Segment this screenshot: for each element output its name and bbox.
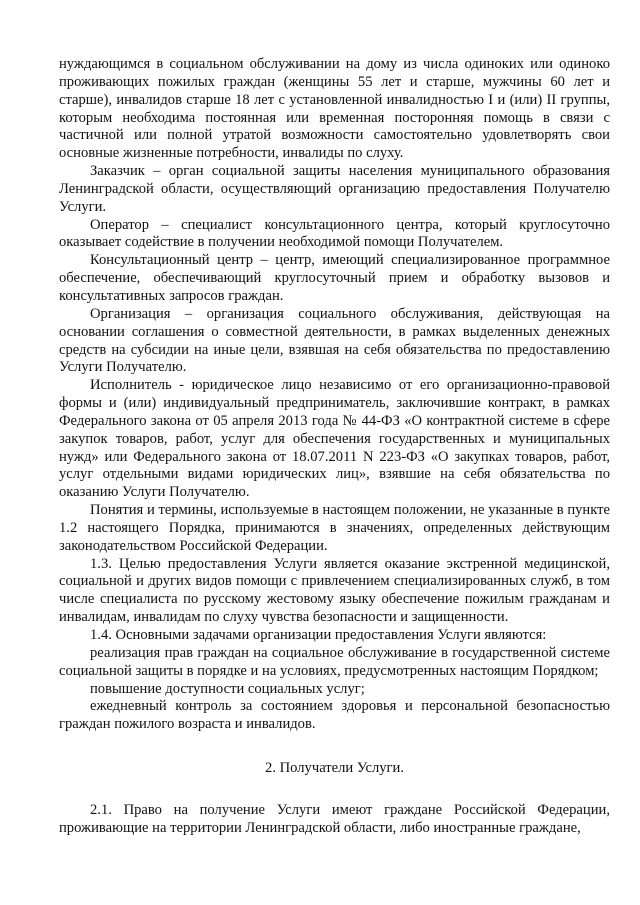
- definition-consulting-center: Консультационный центр – центр, имеющий специализированное программное обеспечение, обеспечивающий круглосуточный прием и обработку вызовов и консультативных запросов граждан.: [59, 252, 610, 304]
- paragraph-continuation: нуждающимся в социальном обслуживании на дому из числа одиноких или одиноко проживающих пожилых граждан (женщины 55 лет и старше, мужчины 60 лет и старше), инвалидов старше 18 лет с установленной инвалидностью I и (или) II группы, которым необходима постоянная или временная посторонняя помощь в связи с частичной или полной утратой возможности самостоятельно удовлетворять свои основные жизненные потребности, инвалиды по слуху.: [59, 56, 610, 162]
- section-heading: 2. Получатели Услуги.: [265, 760, 404, 777]
- definition-organization: Организация – организация социального обслуживания, действующая на основании соглашения о совместной деятельности, в рамках выделенных денежных средств на субсидии на иные цели, взявшая на себя обязательства по предоставлению Услуги Получателю.: [59, 305, 610, 376]
- task-item: ежедневный контроль за состоянием здоровья и персональной безопасностью граждан пожилого возраста и инвалидов.: [59, 698, 610, 733]
- terms-note: Понятия и термины, используемые в настоящем положении, не указанные в пункте 1.2 настоящего Порядка, принимаются в значениях, определенных действующим законодательством Российской Федерации.: [59, 502, 610, 554]
- clause-1-4: 1.4. Основными задачами организации предоставления Услуги являются:: [90, 627, 547, 643]
- definition-customer: Заказчик – орган социальной защиты населения муниципального образования Ленинградской области, осуществляющий организацию предоставления Получателю Услуги.: [59, 163, 610, 215]
- clause-1-3: 1.3. Целью предоставления Услуги является оказание экстренной медицинской, социальной и других видов помощи с привлечением специализированных служб, в том числе специалиста по русскому жестовому языку обеспечение пожилым гражданам и инвалидам, инвалидам по слуху чувства безопасности и защищенности.: [59, 555, 610, 626]
- definition-operator: Оператор – специалист консультационного центра, который круглосуточно оказывает содействие в получении необходимой помощи Получателем.: [59, 216, 610, 251]
- task-item: повышение доступности социальных услуг;: [90, 680, 365, 697]
- task-item: реализация прав граждан на социальное обслуживание в государственной системе социальной защиты в порядке и на условиях, предусмотренных настоящим Порядком;: [59, 644, 610, 679]
- document-page: [59, 56, 610, 838]
- definition-executor: Исполнитель - юридическое лицо независимо от его организационно-правовой формы и (или) индивидуальный предприниматель, заключившие контракт, в рамках Федерального закона от 05 апреля 2013 года № 44-ФЗ «О контрактной системе в сфере закупок товаров, работ, услуг для обеспечения государственных и муниципальных нужд» или Федерального закона от 18.07.2011 N 223-ФЗ «О закупках товаров, работ, услуг отдельными видами юридических лиц», взявшие на себя обязательства по оказанию Услуги Получателю.: [59, 377, 610, 501]
- clause-2-1: 2.1. Право на получение Услуги имеют граждане Российской Федерации, проживающие на территории Ленинградской области, либо иностранные граждане,: [59, 801, 610, 836]
